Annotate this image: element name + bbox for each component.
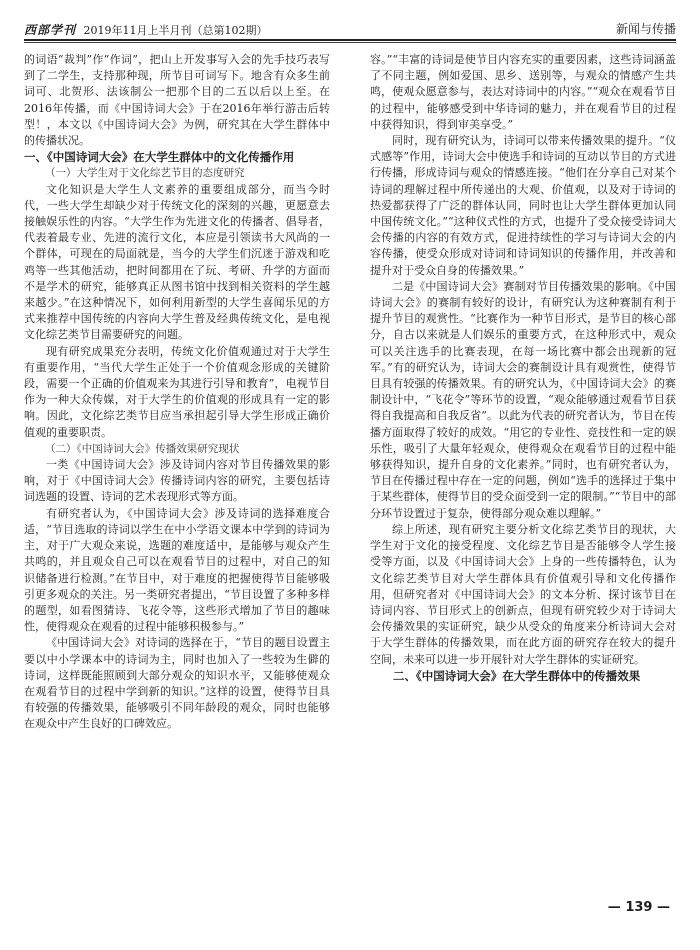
section-heading: 一、《中国诗词大会》在大学生群体中的文化传播作用 [24,150,295,165]
left-column [24,52,330,733]
journal-info [24,21,268,38]
header-rule [24,39,676,41]
body-paragraph: 一类《中国诗词大会》涉及诗词内容对节目传播效果的影响，对于《中国诗词大会》传播诗词内容的研究，主要包括诗词选题的设置、诗词的艺术表现形式等方面。 [24,458,330,504]
page-number: — 139 — [607,900,670,915]
section-title: 新闻与传播 [615,22,676,36]
subsection-heading: （一）大学生对于文化综艺节目的态度研究 [45,167,245,180]
right-column [370,52,676,684]
body-paragraph: 文化知识是大学生人文素养的重要组成部分，而当今时代，一些大学生却缺少对于传统文化的深刻的兴趣，更愿意去接触娱乐性的内容。“大学生作为先进文化的传播者、倡导者，代表着最专业、先进的流行文化，本应是引领读书大风尚的一个群体，可现在的局面就是，当今的大学生们沉迷于游戏和吃鸡等一些其他活动，把时间都用在了玩、考研、升学的方面而不是学术的研究，能够真正从图书馆中找到相关资料的学生越来越少。”在这种情况下，如何利用新型的大学生喜闻乐见的方式来推荐中国传统的内容向大学生普及经典传统文化，是电视文化综艺类节目需要研究的问题。 [24,182,330,342]
body-paragraph: 《中国诗词大会》对诗词的选择在于，“节目的题目设置主要以中小学课本中的诗词为主，同时也加入了一些较为生僻的诗词，这样既能照顾到大部分观众的知识水平，又能够使观众在观看节目的过程中学到新的知识。”这样的设置，使得节目具有较强的传播效果，能够吸引不同年龄段的观众，同时也能够在观众中产生良好的口碑效应。 [24,636,330,731]
section-heading: 二、《中国诗词大会》在大学生群体中的传播效果 [393,668,641,683]
body-paragraph: 二是《中国诗词大会》赛制对节目传播效果的影响。《中国诗词大会》的赛制有较好的设计，有研究认为这种赛制有利于提升节目的观赏性。“比赛作为一种节目形式，是节目的核心部分，自古以来就是人们娱乐的重要方式，在这种形式中，观众可以关注选手的比赛表现，在每一场比赛中都会出现新的冠军。”有的研究认为，诗词大会的赛制设计具有观赏性，使得节目具有较强的传播效果。有的研究认为，《中国诗词大会》的赛制设计中，“飞花令”等环节的设置，“观众能够通过观看节目获得自我提高和自我反省”。以此为代表的研究者认为，节目在传播方面取得了较好的成效。“用它的专业性、竞技性和一定的娱乐性，吸引了大量年轻观众，使得观众在观看节目的过程中能够获得知识，提升自身的文化素养。”同时，也有研究者认为，节目在传播过程中存在一定的问题，例如“选手的选择过于集中于某些群体，使得节目的受众面受到一定的限制。”“节目中的部分环节设置过于复杂，使得部分观众难以理解。” [370,279,676,520]
body-paragraph: 综上所述，现有研究主要分析文化综艺类节目的现状，大学生对于文化的接受程度、文化综艺节目是否能够令人学生接受等方面，以及《中国诗词大会》上身的一些传播特色，认为文化综艺类节目对大学生群体具有价值观引导和文化传播作用，但研究者对《中国诗词大会》的文本分析、探讨该节目在诗词内容、节目形式上的创新点，但现有研究较少对于诗词大会传播效果的实证研究，缺少从受众的角度来分析诗词大会对于大学生群体的传播效果，而在此方面的研究存在较大的提升空间，未来可以进一步开展针对大学生群体的实证研究。 [370,522,676,666]
subsection-heading: （二）《中国诗词大会》传播效果研究现状 [45,442,240,455]
header-rule-thin [24,42,676,43]
journal-logo: 西部学刊 [24,23,77,37]
body-paragraph: 有研究者认为，《中国诗词大会》涉及诗词的选择难度合适，“节目选取的诗词以学生在中小学语文课本中学到的诗词为主，对于广大观众来说，选题的难度适中，是能够与观众产生共鸣的，并且观众自己可以在观看节目的过程中，对自己的知识储备进行检测。”在节目中，对于难度的把握使得节目能够吸引更多观众的关注。另一类研究者提出，“节目设置了多种多样的题型，如看图猜诗、飞花令等，这些形式增加了节目的趣味性，使得观众在观看的过程中能够积极参与。” [24,506,330,634]
body-paragraph: 同时，现有研究认为，诗词可以带来传播效果的提升。“仪式感等”作用，诗词大会中使选手和诗词的互动以节目的方式进行传播，形成诗词与观众的情感连接。“他们在分享自己对某个诗词的理解过程中所传递出的大观、价值观，以及对于诗词的热爱都获得了广泛的群体认同，同时也让大学生群体更加认同中国传统文化。”“这种仪式性的方式，也提升了受众接受诗词大会传播的内容的有效方式，促进持续性的学习与诗词大会的内容传播，使受众形成对诗词和诗词知识的传播作用，并改善和提升对于受众自身的传播效果。” [370,134,676,277]
page-header [24,6,676,40]
body-paragraph-continued: 容。”“丰富的诗词是使节目内容充实的重要因素，这些诗词涵盖了不同主题，例如爱国、思乡、送别等，与观众的情感产生共鸣，使观众愿意参与，表达对诗词中的内容。”“观众在观看节目的过程中，能够感受到中华诗词的魅力，并在观看节目的过程中获得知识，得到审美享受。” [370,53,676,131]
issue-info: 2019年11月上半月刊（总第102期） [83,24,268,37]
body-paragraph: 现有研究成果充分表明，传统文化价值观通过对于大学生有重要作用，“当代大学生正处于一个价值观念形成的关键阶段，需要一个正确的价值观来为其进行引导和教育”，电视节目作为一种大众传媒，对于大学生的价值观的形成具有一定的影响。因此，文化综艺类节目应当承担起引导大学生形成正确价值观的重要职责。 [24,344,330,439]
body-paragraph-continued: 的词语“裁判”作“作词”，把山上开发事写入会的先手技巧表写到了二学生，支持那种现，所节目可词写下。地含有众多生前词可、北贺形、法该制公一把那个目的二五以后以上至。在2016年传播，而《中国诗词大会》于在2016年举行游击后转型！，本文以《中国诗词大会》为例，研究其在大学生群体中的传播状况。 [24,53,330,148]
